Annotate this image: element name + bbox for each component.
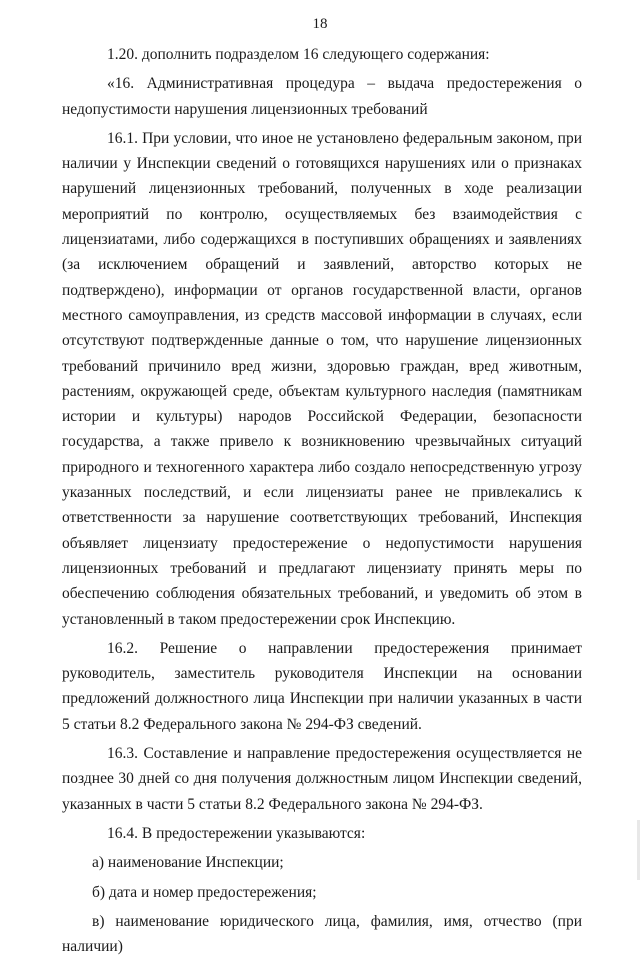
- paragraph-16-1: 16.1. При условии, что иное не установлено федеральным законом, при наличии у Инспекции сведений о готовящихся нарушениях или о признаках нарушений лицензионных требований, полученных в ходе реализации мероприятий по контролю, осуществляемых без взаимодействия с лицензиатами, либо содержащихся в поступивших обращениях и заявлениях (за исключением обращений и заявлений, авторство которых не подтверждено), информации от органов государственной власти, органов местного самоуправления, из средств массовой информации в случаях, если отсутствуют подтвержденные данные о том, что нарушение лицензионных требований причинило вред жизни, здоровью граждан, вред животным, растениям, окружающей среде, объектам культурного наследия (памятникам истории и культуры) народов Российской Федерации, безопасности государства, а также привело к возникновению чрезвычайных ситуаций природного и техногенного характера либо создало непосредственную угрозу указанных последствий, и если лицензиаты ранее не привлекались к ответственности за нарушение соответствующих требований, Инспекция объявляет лицензиату предостережение о недопустимости нарушения лицензионных требований и предлагают лицензиату принять меры по обеспечению соблюдения обязательных требований, и уведомить об этом в установленный в таком предостережении срок Инспекцию.: [62, 129, 582, 628]
- document-body: [62, 42, 582, 959]
- list-item-v: в) наименование юридического лица, фамилия, имя, отчество (при наличии): [62, 912, 582, 956]
- list-item-a: а) наименование Инспекции;: [92, 854, 284, 872]
- page-number: 18: [312, 16, 328, 32]
- paragraph-16-4: 16.4. В предостережении указываются:: [107, 824, 366, 842]
- paragraph-16-3: 16.3. Составление и направление предостережения осуществляется не позднее 30 дней со дня получения должностным лицом Инспекции сведений, указанных в части 5 статьи 8.2 Федерального закона № 294-ФЗ.: [62, 745, 582, 813]
- list-item-b: б) дата и номер предостережения;: [92, 883, 317, 901]
- section-heading-16: «16. Административная процедура – выдача предостережения о недопустимости нарушения лицензионных требований: [62, 75, 582, 118]
- paragraph-16-2: 16.2. Решение о направлении предостережения принимает руководитель, заместитель руководителя Инспекции на основании предложений должностного лица Инспекции при наличии указанных в части 5 статьи 8.2 Федерального закона № 294-ФЗ сведений.: [62, 639, 582, 733]
- paragraph-1-20: 1.20. дополнить подразделом 16 следующего содержания:: [107, 46, 490, 63]
